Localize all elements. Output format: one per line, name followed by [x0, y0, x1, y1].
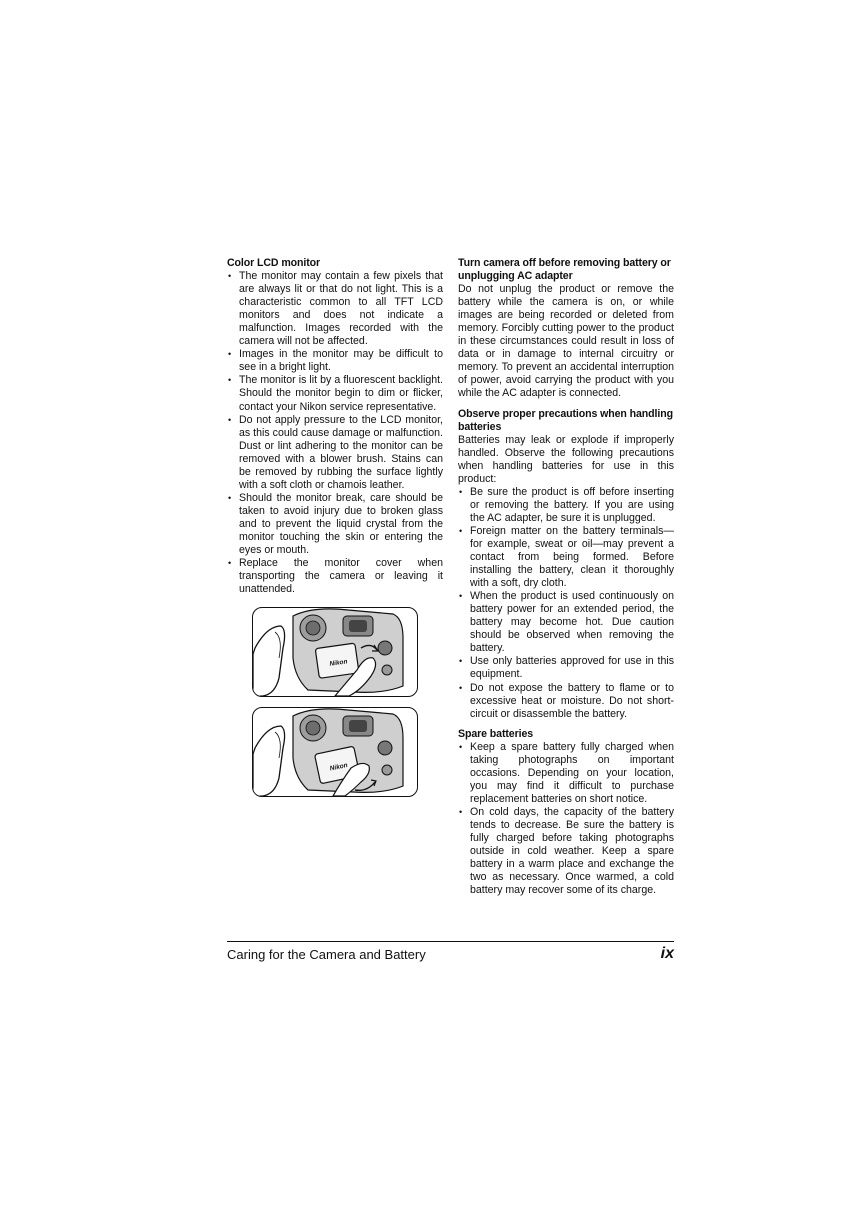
figure-brand-label: Nikon	[329, 762, 349, 773]
list-item: • Be sure the product is off before inserting or removing the battery. If you are using the AC adapter, be sure it is unplugged.	[458, 486, 674, 525]
camera-hands-drawing	[253, 608, 417, 696]
camera-hands-drawing	[253, 708, 417, 796]
section-paragraph: Do not unplug the product or remove the battery while the camera is on, or while images are being recorded or deleted from memory. Forcibly cutting power to the product in these circumstances could result in loss of data or in damage to internal circuitry or memory. To prevent an accidental interruption of power, avoid carrying the product with you while the AC adapter is connected.	[458, 283, 674, 400]
monitor-cover-illustration-1	[252, 607, 418, 697]
left-column	[227, 257, 443, 797]
list-item: • Replace the monitor cover when transporting the camera or leaving it unattended.	[227, 557, 443, 596]
section-heading-color-lcd: Color LCD monitor	[227, 257, 321, 269]
list-item: • Do not apply pressure to the LCD monitor, as this could cause damage or malfunction. Dust or lint adhering to the monitor can be removed with a blower brush. Stains can be removed by rubbing the surface lightly with a soft cloth or chamois leather.	[227, 414, 443, 492]
right-column	[458, 257, 674, 897]
section-heading-spare-batteries: Spare batteries	[458, 727, 534, 740]
list-item: • Should the monitor break, care should be taken to avoid injury due to broken glass and to prevent the liquid crystal from the monitor touching the skin or entering the eyes or mouth.	[227, 492, 443, 557]
list-item: • The monitor may contain a few pixels that are always lit or that do not light. This is a characteristic common to all TFT LCD monitors and does not indicate a malfunction. Images recorded with the camera will not be affected.	[227, 270, 443, 348]
list-item: • When the product is used continuously on battery power for an extended period, the battery may become hot. Due caution should be observed when removing the battery.	[458, 590, 674, 655]
section-paragraph: Batteries may leak or explode if improperly handled. Observe the following precautions when handling batteries for use in this product:	[458, 433, 674, 485]
footer-divider	[227, 941, 674, 942]
figure-group	[227, 607, 443, 797]
footer-chapter-title: Caring for the Camera and Battery	[227, 947, 426, 962]
spare-batteries-list	[458, 741, 674, 898]
list-item: • The monitor is lit by a fluorescent backlight. Should the monitor begin to dim or flicker, contact your Nikon service representative.	[227, 374, 443, 413]
list-item: • Images in the monitor may be difficult to see in a bright light.	[227, 348, 443, 374]
list-item: • Use only batteries approved for use in this equipment.	[458, 655, 674, 681]
section-heading-battery-precautions: Observe proper precautions when handling batteries	[458, 407, 673, 433]
monitor-cover-illustration-2	[252, 707, 418, 797]
battery-precautions-list	[458, 486, 674, 721]
page-number: ix	[660, 945, 674, 962]
list-item: • On cold days, the capacity of the battery tends to decrease. Be sure the battery is fully charged before taking photographs outside in cold weather. Keep a spare battery in a warm place and exchange the two as necessary. Once warmed, a cold battery may recover some of its charge.	[458, 806, 674, 897]
list-item: • Keep a spare battery fully charged when taking photographs on important occasions. Depending on your location, you may find it difficult to purchase replacement batteries on short notice.	[458, 741, 674, 806]
lcd-bullet-list	[227, 270, 443, 596]
list-item: • Foreign matter on the battery terminals—for example, sweat or oil—may prevent a contact from being formed. Before installing the battery, clean it thoroughly with a soft, dry cloth.	[458, 525, 674, 590]
figure-brand-label: Nikon	[329, 658, 348, 668]
list-item: • Do not expose the battery to flame or to excessive heat or moisture. Do not short-circuit or disassemble the battery.	[458, 682, 674, 721]
section-heading-turn-camera-off: Turn camera off before removing battery or unplugging AC adapter	[458, 257, 671, 283]
